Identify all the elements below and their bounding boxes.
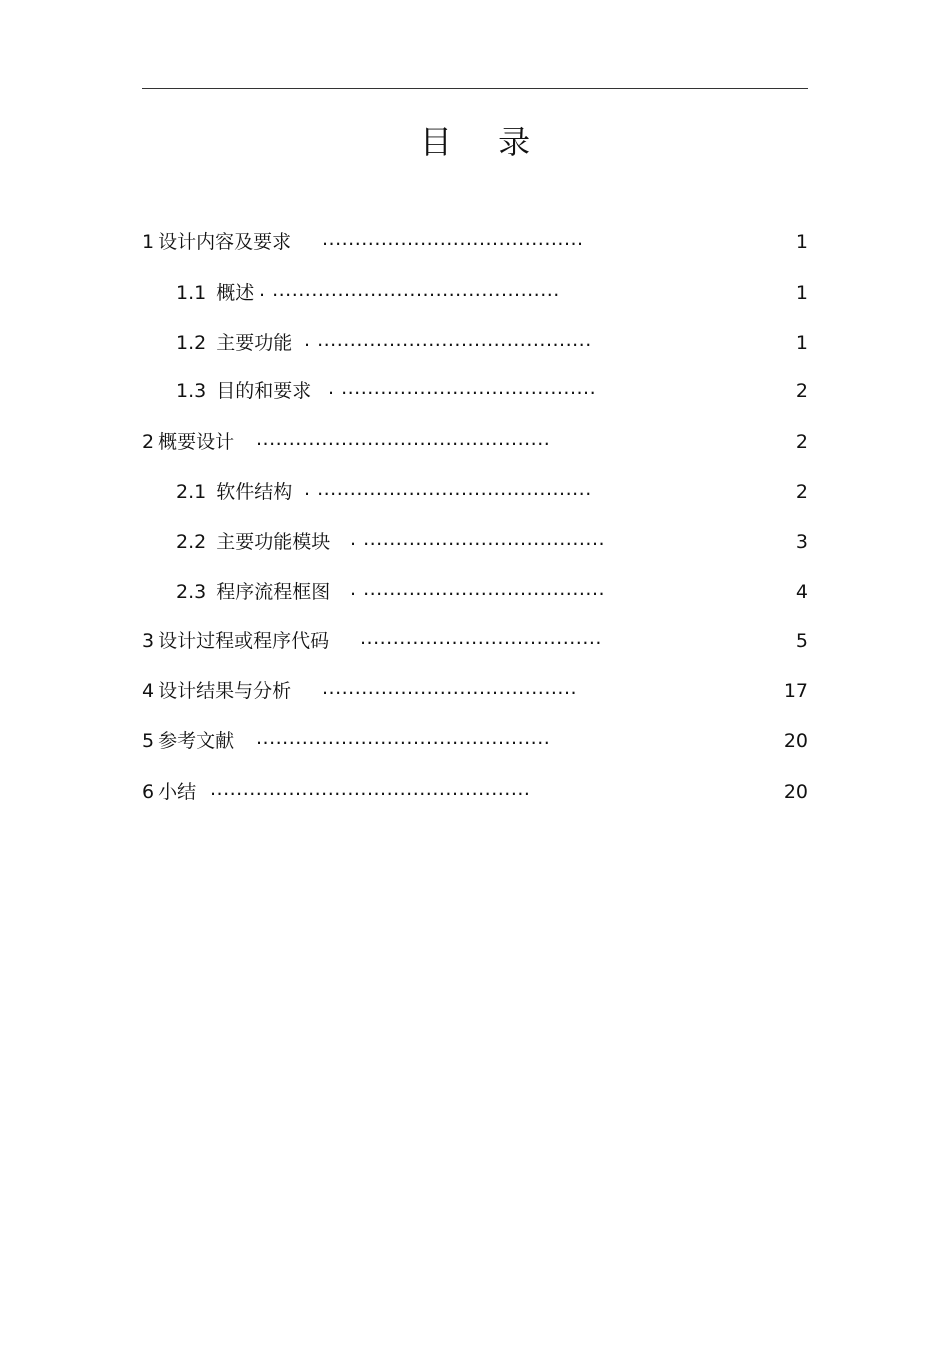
toc-entry-title: 软件结构 xyxy=(216,481,293,503)
toc-entry-number: 1.3 xyxy=(176,380,207,402)
toc-entry[interactable] xyxy=(0,330,950,356)
toc-entry-label xyxy=(176,378,311,404)
toc-entry-number: 2.2 xyxy=(176,531,207,553)
toc-entry-page: 2 xyxy=(795,481,808,503)
toc-entry-leader: ............................................. xyxy=(256,727,551,749)
toc-entry-page: 17 xyxy=(783,680,808,702)
toc-entry-title: 设计过程或程序代码 xyxy=(158,630,330,652)
toc-entry[interactable] xyxy=(0,479,950,505)
toc-entry-leader: . .......................................... xyxy=(304,329,592,351)
toc-entry-leader: . ............................................ xyxy=(259,279,560,301)
toc-entry[interactable] xyxy=(0,229,950,255)
toc-entry-label xyxy=(176,479,292,505)
toc-entry-leader: . ..................................... xyxy=(350,578,606,600)
toc-entry-page: 2 xyxy=(795,380,808,402)
toc-entry-label xyxy=(176,579,330,605)
toc-entry-leader: . ....................................... xyxy=(328,377,597,399)
toc-entry-title: 目的和要求 xyxy=(216,380,312,402)
toc-entry-number: 2 xyxy=(142,431,155,453)
toc-entry-number: 6 xyxy=(142,781,155,803)
toc-entry-page: 1 xyxy=(795,332,808,354)
toc-entry-title: 设计内容及要求 xyxy=(158,231,292,253)
toc-entry-leader: ................................................. xyxy=(210,778,531,800)
toc-entry-title: 参考文献 xyxy=(158,730,235,752)
toc-entry-leader: . ..................................... xyxy=(350,528,606,550)
toc-entry-label xyxy=(176,529,330,555)
toc-entry[interactable] xyxy=(0,280,950,306)
toc-entry-page: 4 xyxy=(795,581,808,603)
toc-entry-label xyxy=(142,728,234,754)
toc-entry-leader: ............................................. xyxy=(256,428,551,450)
toc-entry-page: 1 xyxy=(795,282,808,304)
toc-entry-title: 程序流程框图 xyxy=(216,581,331,603)
toc-entry-page: 1 xyxy=(795,231,808,253)
toc-entry[interactable] xyxy=(0,628,950,654)
toc-entry-label xyxy=(142,779,196,805)
toc-entry[interactable] xyxy=(0,678,950,704)
toc-entry-label xyxy=(142,429,234,455)
toc-entry-label xyxy=(142,628,329,654)
toc-entry-label xyxy=(142,678,291,704)
toc-entry[interactable] xyxy=(0,378,950,404)
toc-entry[interactable] xyxy=(0,529,950,555)
toc-entry-leader: . .......................................... xyxy=(304,478,592,500)
toc-entry-leader: ....................................... xyxy=(322,677,578,699)
toc-entry-title: 概要设计 xyxy=(158,431,235,453)
toc-entry-page: 2 xyxy=(795,431,808,453)
toc-entry-title: 概述 xyxy=(216,282,255,304)
toc-entry-title: 主要功能 xyxy=(216,332,293,354)
toc-entry[interactable] xyxy=(0,579,950,605)
toc-entry-label xyxy=(142,229,291,255)
toc-entry-leader: ........................................ xyxy=(322,228,584,250)
toc-entry-number: 2.3 xyxy=(176,581,207,603)
toc-entry-page: 20 xyxy=(783,730,808,752)
toc-entry-number: 4 xyxy=(142,680,155,702)
toc-entry-number: 1 xyxy=(142,231,155,253)
toc-entry-title: 主要功能模块 xyxy=(216,531,331,553)
toc-entry-label xyxy=(176,330,292,356)
toc-entry-page: 3 xyxy=(795,531,808,553)
toc-entry[interactable] xyxy=(0,779,950,805)
toc-entry-leader: ..................................... xyxy=(360,627,602,649)
toc-entry-title: 小结 xyxy=(158,781,197,803)
toc-entry-number: 5 xyxy=(142,730,155,752)
toc-entry-title: 设计结果与分析 xyxy=(158,680,292,702)
toc-entry-number: 3 xyxy=(142,630,155,652)
toc-entry-number: 1.1 xyxy=(176,282,207,304)
toc-entry-label xyxy=(176,280,254,306)
page-title: 目 录 xyxy=(419,123,549,161)
toc-entry[interactable] xyxy=(0,429,950,455)
toc-entry-page: 5 xyxy=(795,630,808,652)
toc-entry-number: 1.2 xyxy=(176,332,207,354)
toc-entry-page: 20 xyxy=(783,781,808,803)
toc-entry-number: 2.1 xyxy=(176,481,207,503)
toc-entry[interactable] xyxy=(0,728,950,754)
